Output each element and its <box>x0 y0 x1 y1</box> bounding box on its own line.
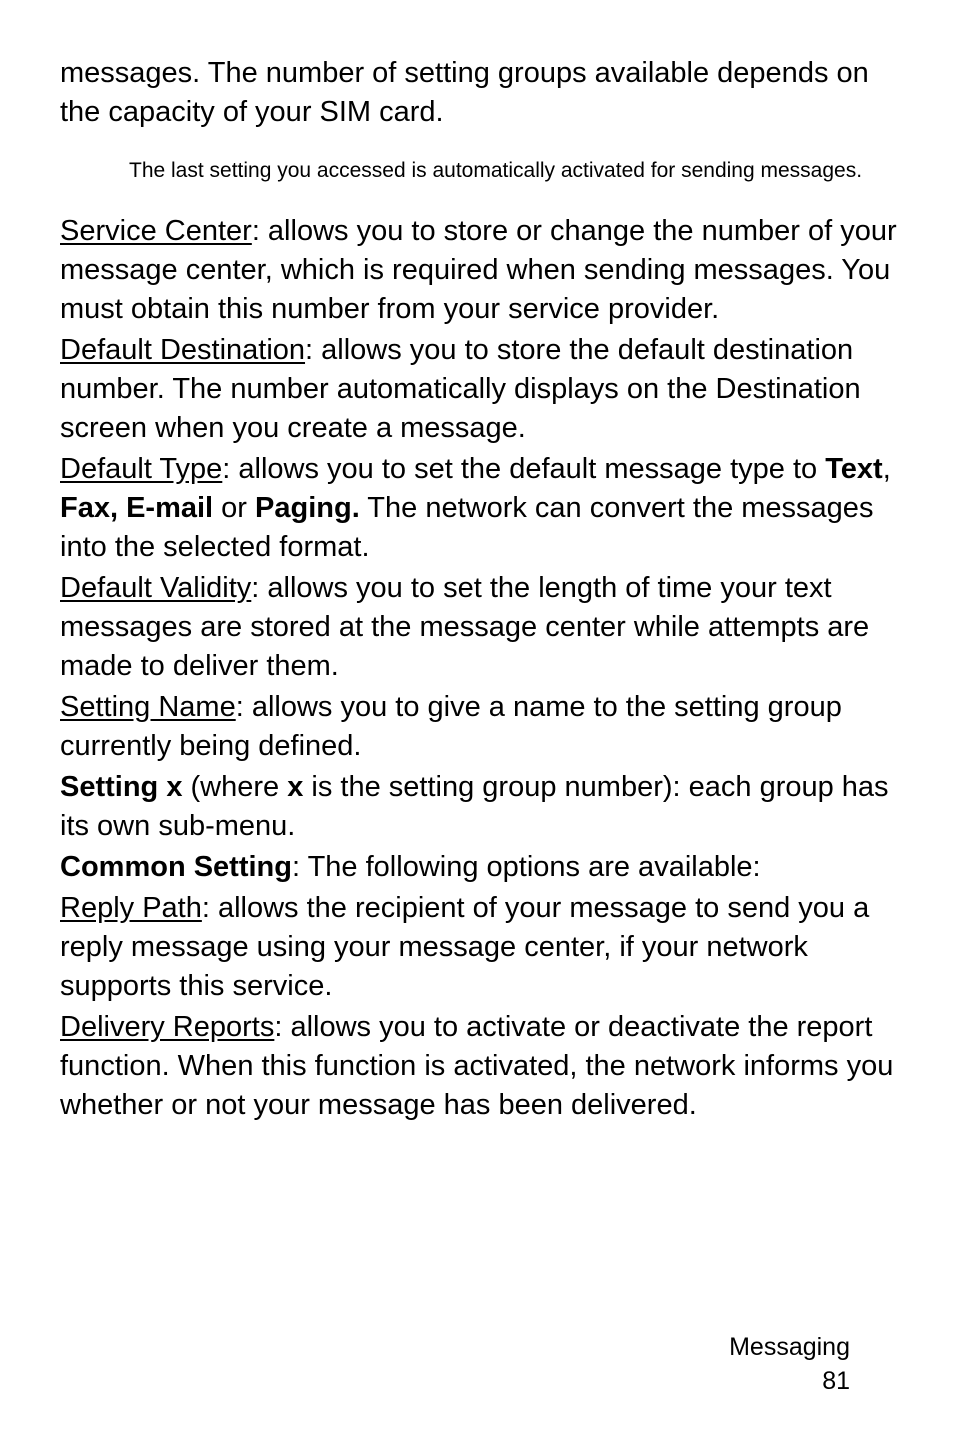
reply-path-paragraph <box>60 889 900 1006</box>
type-separator-2: or <box>213 492 256 524</box>
page-footer <box>729 1330 850 1398</box>
default-destination-term: Default Destination <box>60 334 306 366</box>
setting-name-description: : allows you to give a name to the setting group currently being defined. <box>60 691 842 762</box>
default-validity-description: : allows you to set the length of time your text messages are stored at the message center while attempts are made to deliver them. <box>60 572 870 682</box>
reply-path-term: Reply Path <box>60 892 202 924</box>
type-separator-1: , <box>882 453 891 485</box>
setting-x-term: Setting x <box>60 771 183 803</box>
default-type-description: : allows you to set the default message type to <box>222 453 826 485</box>
default-destination-description: : allows you to store the default destination number. The number automatically displays on the Destination screen when you create a message. <box>60 334 861 444</box>
service-center-description: : allows you to store or change the number of your message center, which is required when sending messages. You must obtain this number from your service provider. <box>60 215 897 325</box>
page-content <box>60 54 900 1127</box>
setting-x-variable: x <box>287 771 304 803</box>
default-destination-paragraph <box>60 331 900 448</box>
type-option-paging: Paging. <box>255 492 360 524</box>
footer-section-name: Messaging <box>729 1333 850 1361</box>
type-option-text: Text <box>825 453 883 485</box>
setting-x-description-end: is the setting group number): each group has its own sub-menu. <box>60 771 889 842</box>
service-center-term: Service Center <box>60 215 252 247</box>
setting-x-description: (where <box>182 771 288 803</box>
setting-name-paragraph <box>60 688 900 766</box>
common-setting-paragraph <box>60 848 900 887</box>
note-paragraph: The last setting you accessed is automatically activated for sending messages. <box>129 159 863 182</box>
type-option-fax-email: Fax, E-mail <box>60 492 214 524</box>
default-validity-paragraph <box>60 569 900 686</box>
default-type-description-end: The network can convert the messages into the selected format. <box>60 492 874 563</box>
delivery-reports-description: : allows you to activate or deactivate the report function. When this function is activated, the network informs you whether or not your message has been delivered. <box>60 1011 894 1121</box>
common-setting-description: : The following options are available: <box>292 851 761 883</box>
intro-paragraph: messages. The number of setting groups available depends on the capacity of your SIM card. <box>60 57 869 128</box>
service-center-paragraph <box>60 212 900 329</box>
common-setting-term: Common Setting <box>60 851 292 883</box>
default-validity-term: Default Validity <box>60 572 252 604</box>
reply-path-description: : allows the recipient of your message to send you a reply message using your message center, if your network supports this service. <box>60 892 870 1002</box>
default-type-paragraph <box>60 450 900 567</box>
setting-name-term: Setting Name <box>60 691 236 723</box>
delivery-reports-term: Delivery Reports <box>60 1011 275 1043</box>
setting-x-paragraph <box>60 768 900 846</box>
default-type-term: Default Type <box>60 453 223 485</box>
delivery-reports-paragraph <box>60 1008 900 1125</box>
page-number: 81 <box>822 1367 850 1395</box>
